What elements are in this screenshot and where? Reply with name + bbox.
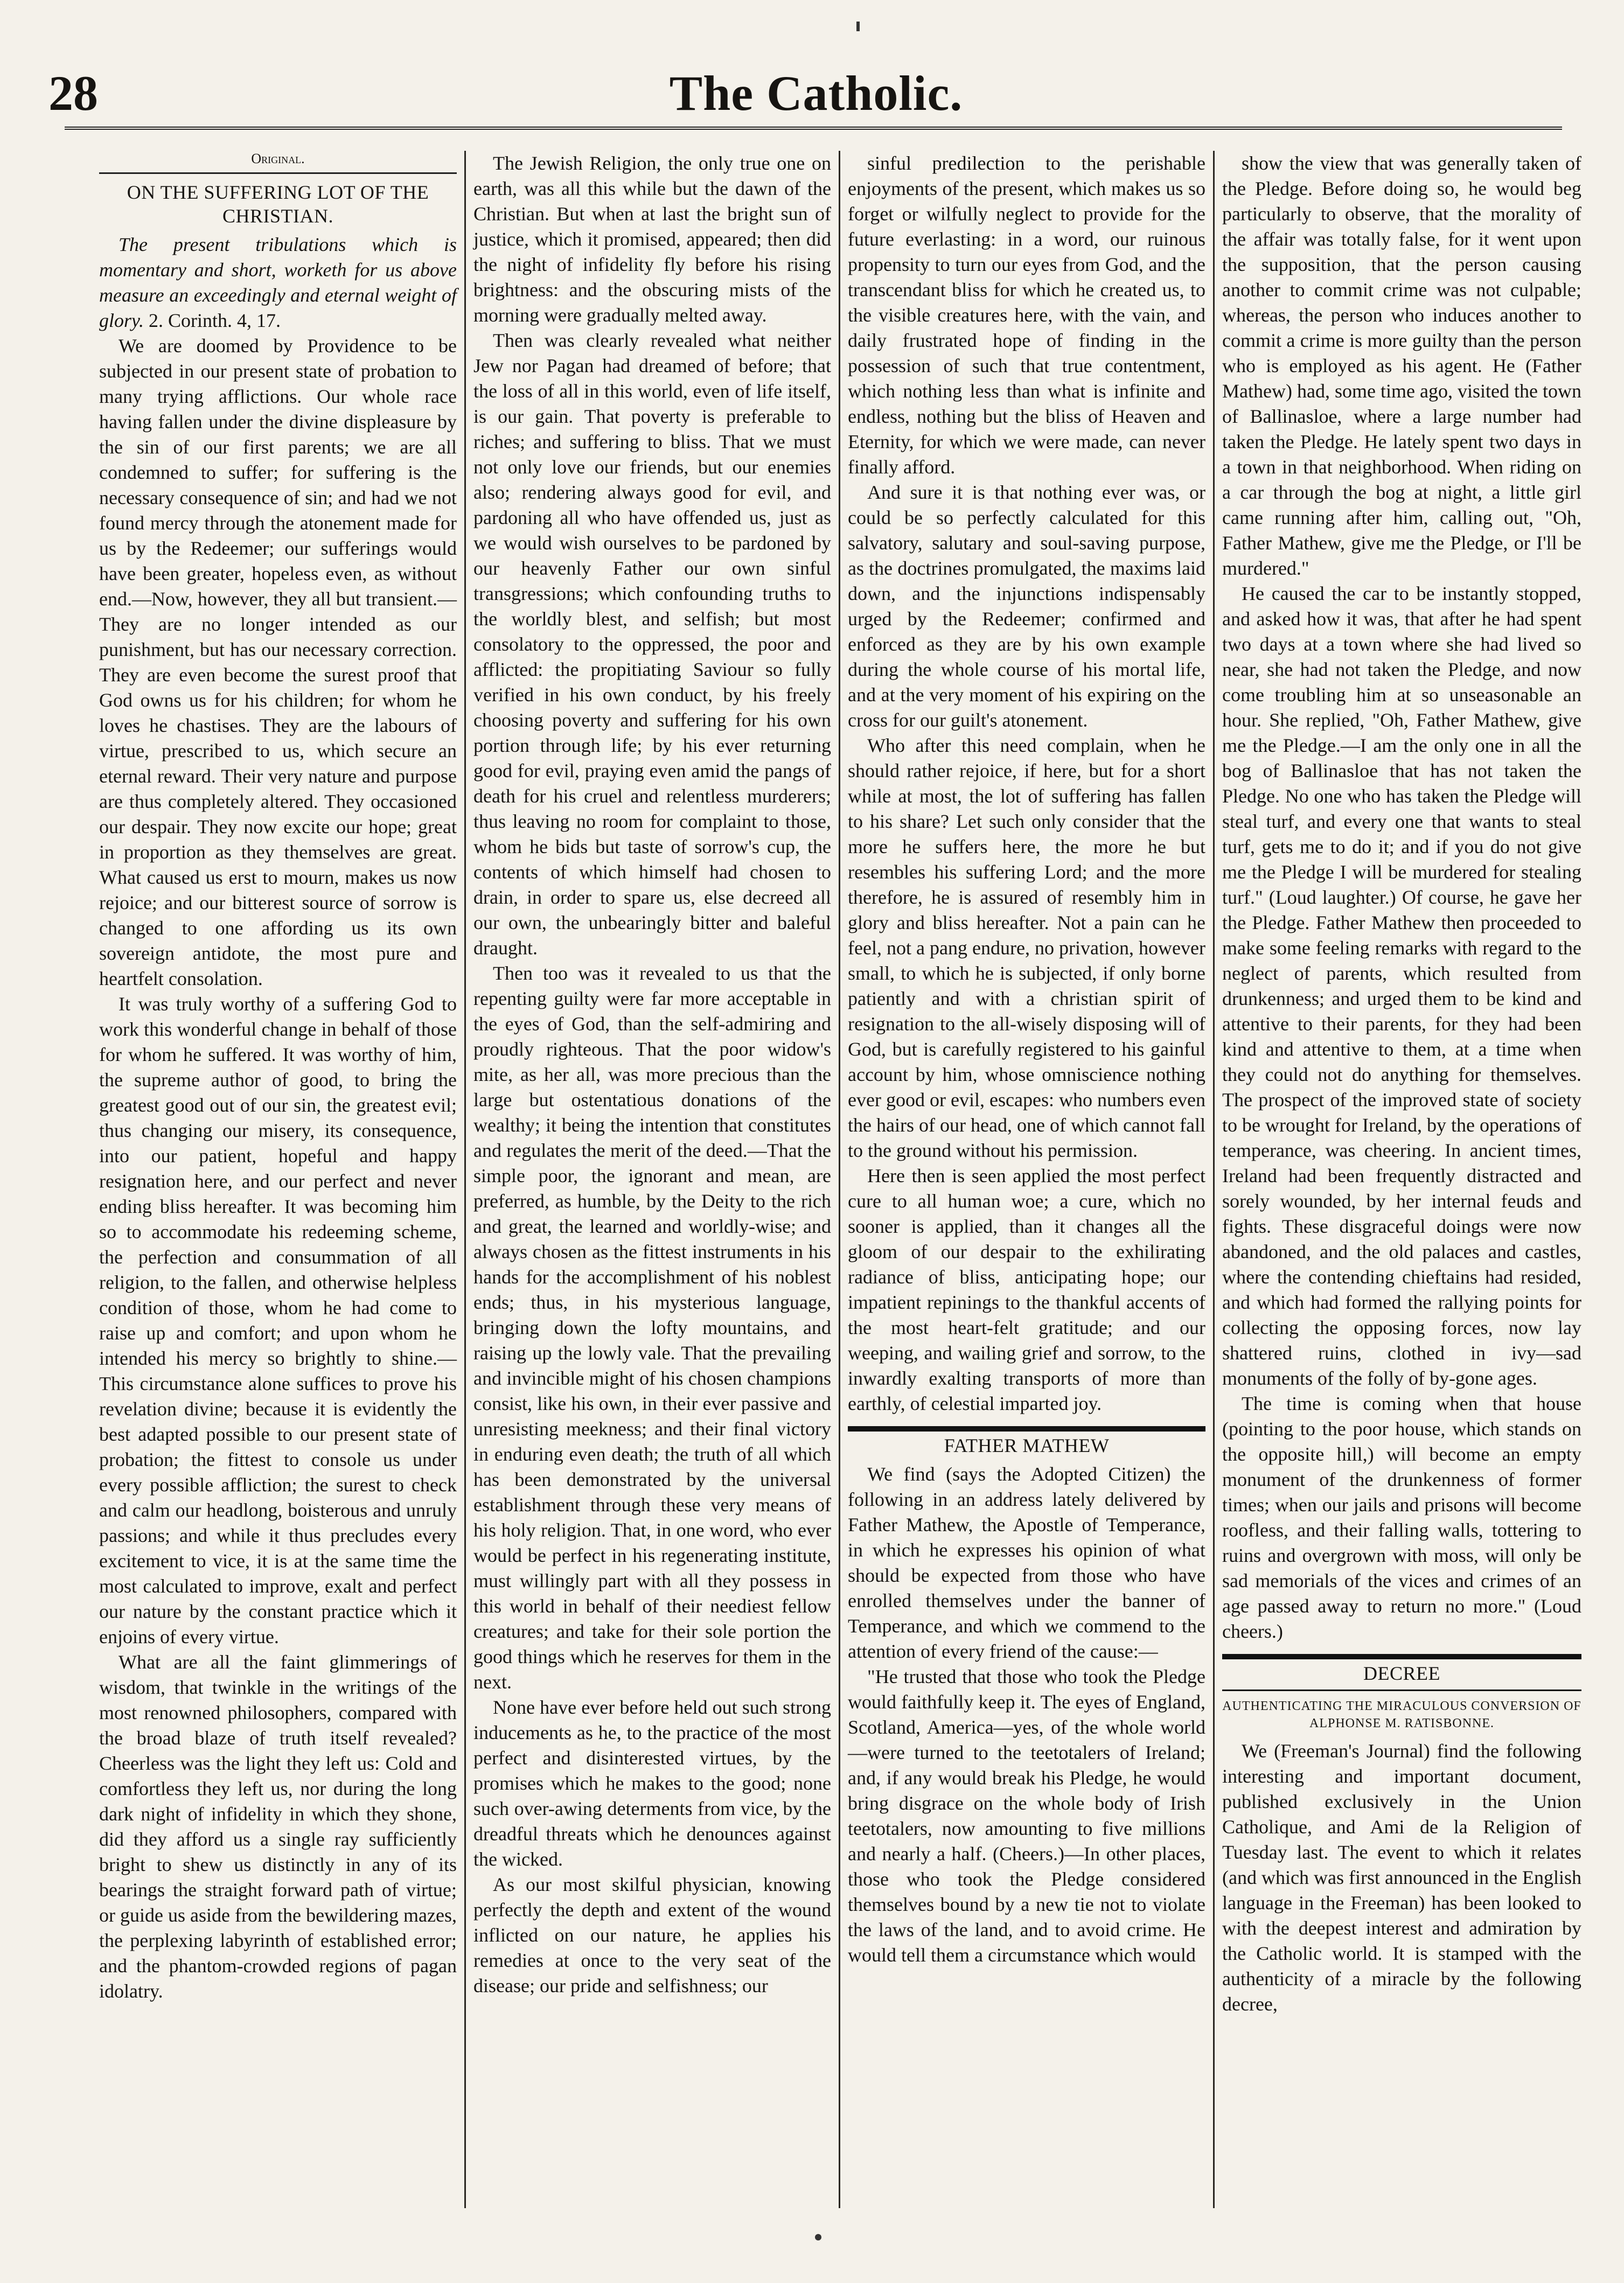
columns (92, 151, 1589, 2208)
article-heading-decree: DECREE (1363, 1663, 1440, 1684)
decree-subheading: AUTHENTICATING THE MIRACULOUS CONVERSION OF ALPHONSE M. RATISBONNE. (1222, 1699, 1581, 1730)
article-heading-father-mathew: FATHER MATHEW (944, 1435, 1110, 1456)
print-mark (856, 22, 860, 31)
paragraph: Then was clearly revealed what neither Jew nor Pagan had dreamed of before; that the loss of all in this world, even of life itself, is our gain. That poverty is preferable to riches; and suffering to bliss. That we must not only love our friends, but our enemies also; rendering always good for evil, and pardoning all who have offended us, just as we would wish ourselves to be pardoned by our heavenly Father our own sinful transgressions; which confounding truths to the worldly blest, and selfish; but most consolatory to the oppressed, the poor and afflicted: the propitiating Saviour so fully verified in his own conduct, by his freely choosing poverty and suffering for his own portion through life; by his ever returning good for evil, praying even amid the pangs of death for his cruel and relentless murderers; thus leaving no room for complaint to those, whom he bids but taste of sorrow's cup, the contents of which himself had chosen to drain, in order to spare us, else decreed all our own, the unbearingly bitter and baleful draught. (473, 330, 831, 959)
paragraph: We (Freeman's Journal) find the following interesting and important document, published exclusively in the Union Catholique, and Ami de la Religion of Tuesday last. The event to which it relates (and which was first announced in the English language in the Freeman) has been looked to with the deepest interest and admiration by the Catholic world. It is stamped with the authenticity of a miracle by the following decree, (1222, 1740, 1581, 2015)
paragraph: "He trusted that those who took the Pledge would faithfully keep it. The eyes of England, Scotland, America—yes, of the whole world—were turned to the teetotalers of Ireland; and, if any would break his Pledge, he would bring disgrace on the whole body of Irish teetotalers, now amounting to five millions and nearly a half. (Cheers.)—In other places, those who took the Pledge considered themselves bound by a new tie not to violate the laws of the land, and to avoid crime. He would tell them a circumstance which would (848, 1666, 1205, 1966)
section-rule (848, 1426, 1205, 1432)
paragraph: Who after this need complain, when he should rather rejoice, if here, but for a short while at most, the lot of suffering has fallen to his share? Let such only consider that the more he suffers here, the more he but resembles his suffering Lord; and the more therefore, he is assured of resembly him in glory and bliss hereafter. Not a pain can he feel, not a pang endure, no privation, however small, to which he is subjected, if only borne patiently and with a christian spirit of resignation to the all-wisely disposing will of God, but is carefully registered to his gainful account by him, whose omniscience nothing ever good or evil, escapes: who numbers even the hairs of our head, one of which cannot fall to the ground without his permission. (848, 735, 1205, 1161)
paragraph: The Jewish Religion, the only true one on earth, was all this while but the dawn of the Christian. But when at last the bright sun of justice, which it promised, appeared; then did the night of infidelity fly before his rising brightness: and the obscuring mists of the morning were gradually melted away. (473, 152, 831, 326)
article-heading-suffering-lot: ON THE SUFFERING LOT OF THE CHRISTIAN. (127, 181, 429, 227)
heading-rule (99, 172, 457, 174)
page-number: 28 (48, 66, 98, 121)
epigraph-text: The present tribulations which is momentary and short, worketh for us above measure an exceedingly and eternal weight of glory. (99, 234, 457, 331)
paragraph: None have ever before held out such strong inducements as he, to the practice of the most perfect and disinterested virtues, by the promises which he makes to the good; none such over-awing determents from vice, by the dreadful threats which he denounces against the wicked. (473, 1696, 831, 1870)
newspaper-title: The Catholic. (669, 66, 963, 121)
paragraph: The time is coming when that house (pointing to the poor house, which stands on the opposite hill,) will become an empty monument of the drunkenness of former times; when our jails and prisons will become roofless, and their falling walls, tottering to ruins and overgrown with moss, will only be sad memorials of the vices and crimes of an age passed away to return no more." (Loud cheers.) (1222, 1393, 1581, 1642)
column-2 (466, 151, 840, 2208)
section-rule (1222, 1654, 1581, 1659)
paragraph: We are doomed by Providence to be subjected in our present state of probation to many trying afflictions. Our whole race having fallen under the divine displeasure by the sin of our first parents; we are all condemned to suffer; for suffering is the necessary consequence of sin; and had we not found mercy through the atonement made for us by the Redeemer; our sufferings would have been greater, hopeless even, as without end.—Now, however, they all but transient.—They are no longer intended as our punishment, but has our necessary correction. They are even become the surest proof that God owns us for his children; for whom he loves he chastises. They are the labours of virtue, prescribed to us, which secure an eternal reward. Their very nature and purpose are thus completely altered. They occasioned our despair. They now excite our hope; great in proportion as they themselves are great. What caused us erst to mourn, makes us now rejoice; and our bitterest source of sorrow is changed to one affording us its own sovereign antidote, the most pure and heartfelt consolation. (99, 335, 457, 989)
paragraph: Here then is seen applied the most perfect cure to all human woe; a cure, which no sooner is applied, than it changes all the gloom of our despair to the exhilirating radiance of bliss, anticipating hope; our impatient repinings to the thankful accents of the most heart-felt gratitude; and our weeping, and wailing grief and sorrow, to the inwardly exalting transports of more than earthly, of celestial imparted joy. (848, 1165, 1205, 1414)
masthead-rule (65, 127, 1562, 130)
original-label: Original. (251, 151, 305, 166)
paragraph: We find (says the Adopted Citizen) the following in an address lately delivered by Father Mathew, the Apostle of Temperance, in which he expresses his opinion of what should be expected from those who have enrolled themselves under the banner of Temperance, and which we commend to the attention of every friend of the cause:— (848, 1463, 1205, 1662)
paragraph: What are all the faint glimmerings of wisdom, that twinkle in the writings of the most renowned philosophers, compared with the broad blaze of truth itself revealed? Cheerless was the light they left us: Cold and comfortless they left us, nor during the long dark night of infidelity in which they shone, did they afford us a single ray sufficiently bright to shew us distinctly in any of its bearings the straight forward path of virtue; or guide us aside from the bewildering mazes, the perplexing labyrinth of established error; and the phantom-crowded regions of pagan idolatry. (99, 1651, 457, 2002)
column-4 (1215, 151, 1589, 2208)
paragraph: It was truly worthy of a suffering God to work this wonderful change in behalf of those for whom he suffered. It was worthy of him, the supreme author of good, to bring the greatest good out of our sin, the greatest evil; thus changing our misery, its consequence, into our patient, hopeful and happy resignation here, and our perfect and never ending bliss hereafter. It was becoming him so to accommodate his redeeming scheme, the perfection and consummation of all religion, to the fallen, and otherwise helpless condition of those, whom he had come to raise up and comfort; and upon whom he intended his mercy so brightly to shine.—This circumstance alone suffices to prove his revelation divine; because it is evidently the best adapted possible to our present state of probation; the fittest to console us under every possible affliction; the surest to check and calm our headlong, boisterous and unruly passions; and while it thus precludes every excitement to vice, it is at the same time the most calculated to improve, exalt and perfect our nature by the constant practice which it enjoins of every virtue. (99, 993, 457, 1647)
paragraph: sinful predilection to the perishable enjoyments of the present, which makes us so forget or wilfully neglect to provide for the future everlasting: in a word, our ruinous propensity to turn our eyes from God, and the transcendant bliss for which he created us, to the visible creatures here, with the vain, and daily frustrated hope of finding in the possession of such that true contentment, which nothing less than what is infinite and endless, nothing but the bliss of Heaven and Eternity, for which we were made, can never finally afford. (848, 152, 1205, 478)
epigraph-reference: 2. Corinth. 4, 17. (149, 310, 281, 331)
paragraph: As our most skilful physician, knowing perfectly the depth and extent of the wound inflicted on our nature, he applies his remedies at once to the very seat of the disease; our pride and selfishness; our (473, 1874, 831, 1996)
paragraph: Then too was it revealed to us that the repenting guilty were far more acceptable in the eyes of God, than the self-admiring and proudly righteous. That the poor widow's mite, as her all, was more precious than the large but ostentatious donations of the wealthy; it being the intention that constitutes and regulates the merit of the deed.—That the simple poor, the ignorant and mean, are preferred, as humble, by the Deity to the rich and great, the learned and worldly-wise; and always chosen as the fittest instruments in his hands for the accomplishment of his noblest ends; thus, in his mysterious language, bringing down the lofty mountains, and raising up the lowly vale. That the prevailing and invincible might of his chosen champions consist, like his own, in their ever passive and unresisting meekness; and their final victory in enduring even death; the truth of all which has been demonstrated by the universal establishment through these very means of his holy religion. That, in one word, who ever would be perfect in his regenerating institute, must willingly part with all they possess in this world in behalf of their neediest fellow creatures; and take for their sole portion the good things which he reserves for them in the next. (473, 962, 831, 1693)
epigraph (99, 232, 457, 333)
paragraph: He caused the car to be instantly stopped, and asked how it was, that after he had spent two days at a town where she had lived so near, she had not taken the Pledge, and now come troubling him at so unseasonable an hour. She replied, "Oh, Father Mathew, give me the Pledge.—I am the only one in all the bog of Ballinasloe that has not taken the Pledge. No one who has taken the Pledge will steal turf, and every one that wants to steal turf, gets me to do it; and if you do not give me the Pledge I will be murdered for stealing turf." (Loud laughter.) Of course, he gave her the Pledge. Father Mathew then proceeded to make some feeling remarks with regard to the neglect of parents, which resulted from drunkenness; and urged them to be kind and attentive to their parents, for they had been kind and attentive to them, at a time when they could not do anything for themselves. The prospect of the improved state of society to be wrought for Ireland, by the operations of temperance, was cheering. In ancient times, Ireland had been frequently distracted and sorely wounded, by her internal feuds and fights. These disgraceful doings were now abandoned, and the old palaces and castles, where the contending chieftains had resided, and which had formed the rallying points for collecting the opposing forces, now lay shattered ruins, clothed in ivy—sad monuments of the folly of by-gone ages. (1222, 583, 1581, 1389)
print-dot (815, 2234, 821, 2240)
column-1 (92, 151, 466, 2208)
paragraph: And sure it is that nothing ever was, or could be so perfectly calculated for this salvatory, salutary and soul-saving purpose, as the doctrines promulgated, the maxims laid down, and the injunctions indispensably urged by the Redeemer; confirmed and enforced as they are by his own example during the whole course of his mortal life, and at the very moment of his expiring on the cross for our guilt's atonement. (848, 481, 1205, 731)
heading-rule (1222, 1689, 1581, 1691)
paragraph: show the view that was generally taken of the Pledge. Before doing so, he would beg particularly to observe, that the morality of the affair was totally false, for it went upon the supposition, that the person causing another to commit crime was not culpable; whereas, the person who induces another to commit a crime is more guilty than the person who is employed as his agent. He (Father Mathew) had, some time ago, visited the town of Ballinasloe, where a large number had taken the Pledge. He lately spent two days in a town in that neighborhood. When riding on a car through the bog at night, a little girl came running after him, calling out, "Oh, Father Mathew, give me the Pledge, or I'll be murdered." (1222, 152, 1581, 579)
column-3 (840, 151, 1215, 2208)
masthead (32, 65, 1600, 129)
